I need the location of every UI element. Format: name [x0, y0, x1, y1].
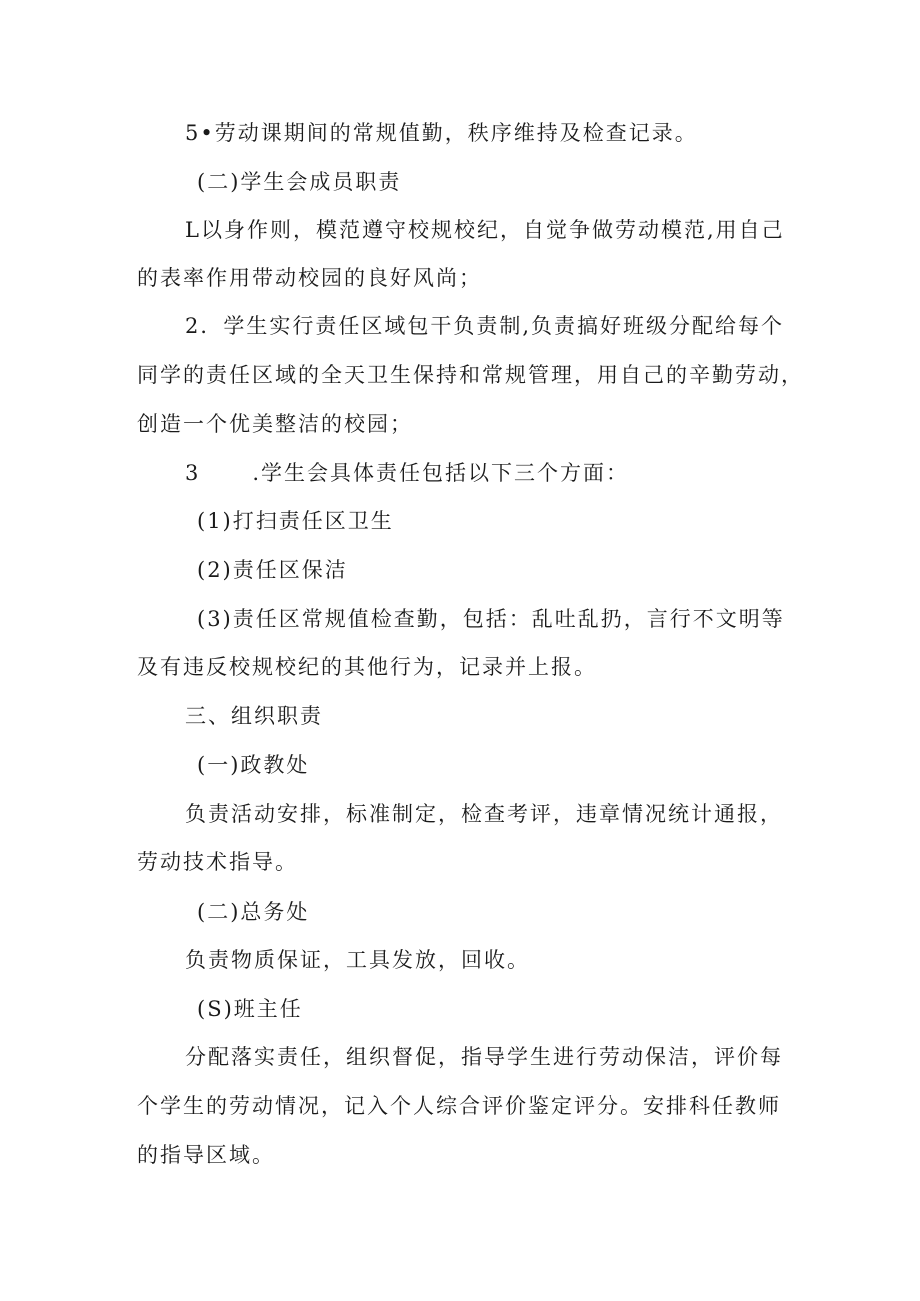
paragraph-class-teacher-line-3: 的指导区域。: [137, 1143, 275, 1167]
sub-item-2: (2)责任区保洁: [197, 558, 348, 582]
paragraph-class-teacher-line-2: 个学生的劳动情况，记入个人综合评价鉴定评分。安排科任教师: [137, 1094, 781, 1118]
item-3-text: .学生会具体责任包括以下三个方面：: [252, 461, 630, 485]
paragraph-duty-item-5: 5•劳动课期间的常规值勤，秩序维持及检查记录。: [185, 121, 698, 145]
paragraph-class-teacher-line-1: 分配落实责任，组织督促，指导学生进行劳动保洁，评价每: [185, 1045, 783, 1069]
heading-class-teacher: (S)班主任: [197, 997, 303, 1021]
paragraph-item-2-line-3: 创造一个优美整洁的校园；: [137, 412, 413, 436]
paragraph-political-education-line-1: 负责活动安排，标准制定，检查考评，违章情况统计通报，: [185, 802, 783, 826]
sub-item-3-line-2: 及有违反校规校纪的其他行为，记录并上报。: [137, 655, 597, 679]
sub-item-3-line-1: (3)责任区常规值检查勤，包括：乱吐乱扔，言行不文明等: [197, 607, 785, 631]
heading-general-affairs-office: (二)总务处: [197, 900, 310, 924]
heading-student-union-duties: (二)学生会成员职责: [197, 170, 402, 194]
paragraph-item-1-line-1: L以身作则，模范遵守校规校纪，自觉争做劳动模范,用自己: [185, 218, 785, 242]
heading-organization-duties: 三、组织职责: [185, 704, 323, 728]
paragraph-political-education-line-2: 劳动技术指导。: [137, 850, 298, 874]
item-3-number: 3: [185, 461, 201, 485]
paragraph-general-affairs: 负责物质保证，工具发放，回收。: [185, 948, 530, 972]
paragraph-item-3: [185, 458, 629, 488]
paragraph-item-2-line-1: 2．学生实行责任区域包干负责制,负责搞好班级分配给每个: [185, 314, 785, 338]
heading-political-education-office: (一)政教处: [197, 753, 310, 777]
paragraph-item-2-line-2: 同学的责任区域的全天卫生保持和常规管理，用自己的辛勤劳动，: [137, 363, 804, 387]
paragraph-item-1-line-2: 的表率作用带动校园的良好风尚；: [137, 266, 482, 290]
sub-item-1: (1)打扫责任区卫生: [197, 509, 394, 533]
